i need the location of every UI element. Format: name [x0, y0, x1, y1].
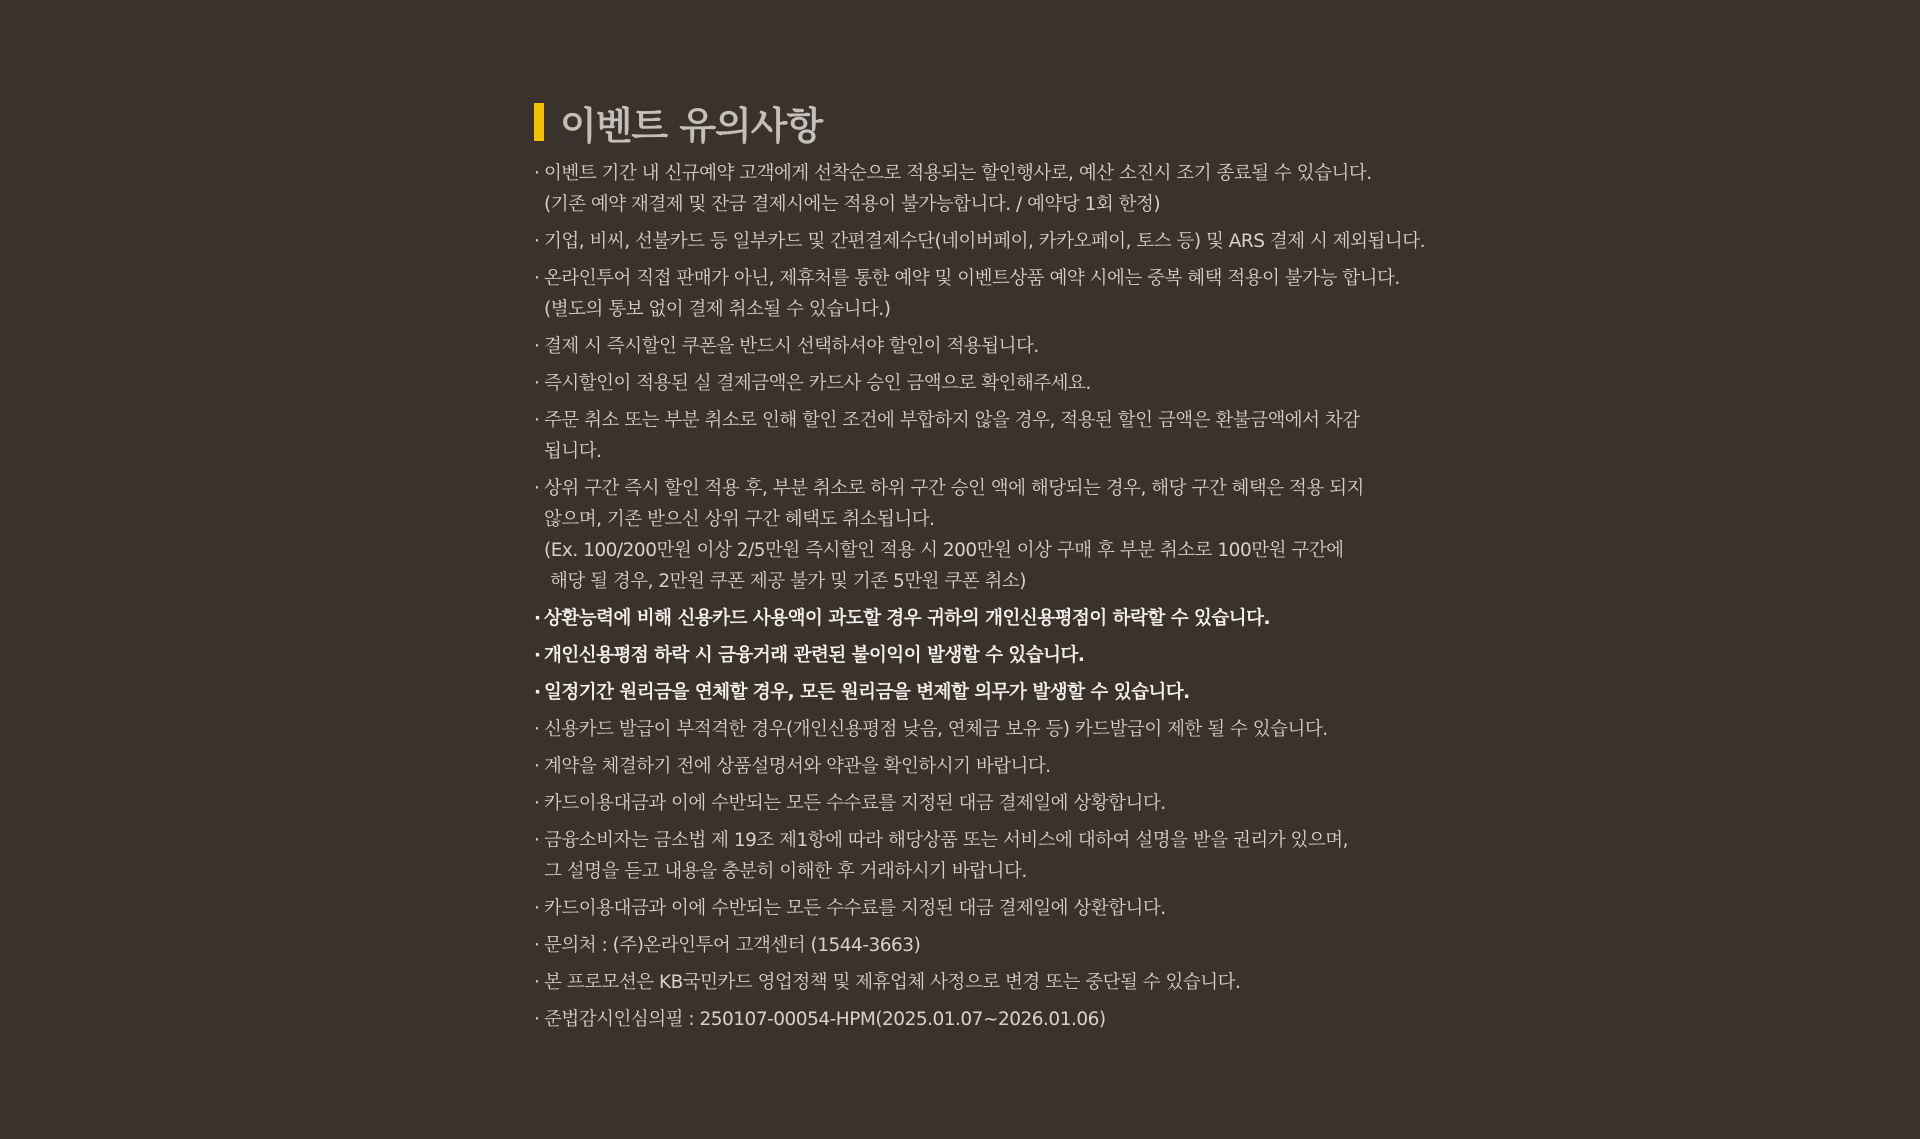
- notice-item: [534, 677, 1434, 708]
- notice-item-line: 주문 취소 또는 부분 취소로 인해 할인 조건에 부합하지 않을 경우, 적용된 할인 금액은 환불금액에서 차감: [544, 410, 1360, 431]
- notice-item-line: (별도의 통보 없이 결제 취소될 수 있습니다.): [544, 299, 891, 320]
- notice-item-line: 해당 될 경우, 2만원 쿠폰 제공 불가 및 기존 5만원 쿠폰 취소): [550, 571, 1026, 592]
- notice-item-line: (기존 예약 재결제 및 잔금 결제시에는 적용이 불가능합니다. / 예약당 1회 한정): [544, 194, 1161, 215]
- bullet-mark: ·: [534, 645, 541, 666]
- bullet-mark: ·: [534, 793, 540, 814]
- notice-item: [534, 893, 1434, 924]
- notice-item-line: 본 프로모션은 KB국민카드 영업정책 및 제휴업체 사정으로 변경 또는 중단될 수 있습니다.: [544, 972, 1241, 993]
- notice-item: [534, 825, 1434, 887]
- title-row: [534, 96, 1434, 148]
- notice-item-line: 결제 시 즉시할인 쿠폰을 반드시 선택하셔야 할인이 적용됩니다.: [544, 336, 1039, 357]
- notice-item: [534, 967, 1434, 998]
- bullet-mark: ·: [534, 478, 540, 499]
- notice-item-line: 즉시할인이 적용된 실 결제금액은 카드사 승인 금액으로 확인해주세요.: [544, 373, 1091, 394]
- notice-item: [534, 473, 1434, 597]
- notice-item-line: 이벤트 기간 내 신규예약 고객에게 선착순으로 적용되는 할인행사로, 예산 소진시 조기 종료될 수 있습니다.: [544, 163, 1372, 184]
- bullet-mark: ·: [534, 373, 540, 394]
- notice-item-line: 계약을 체결하기 전에 상품설명서와 약관을 확인하시기 바랍니다.: [544, 756, 1051, 777]
- notice-item: [534, 788, 1434, 819]
- bullet-mark: ·: [534, 1009, 540, 1030]
- page-title: 이벤트 유의사항: [560, 103, 823, 148]
- bullet-mark: ·: [534, 972, 540, 993]
- bullet-mark: ·: [534, 719, 540, 740]
- notice-item: [534, 1004, 1434, 1035]
- notice-item-line: 온라인투어 직접 판매가 아닌, 제휴처를 통한 예약 및 이벤트상품 예약 시에는 중복 혜택 적용이 불가능 합니다.: [544, 268, 1400, 289]
- notice-item-line: (Ex. 100/200만원 이상 2/5만원 즉시할인 적용 시 200만원 이상 구매 후 부분 취소로 100만원 구간에: [544, 540, 1344, 561]
- notice-item-line: 개인신용평점 하락 시 금융거래 관련된 불이익이 발생할 수 있습니다.: [544, 645, 1085, 666]
- bullet-mark: ·: [534, 608, 541, 629]
- notice-item-line: 기업, 비씨, 선불카드 등 일부카드 및 간편결제수단(네이버페이, 카카오페이, 토스 등) 및 ARS 결제 시 제외됩니다.: [544, 231, 1426, 252]
- notice-item: [534, 603, 1434, 634]
- notice-item: [534, 714, 1434, 745]
- notice-item: [534, 405, 1434, 467]
- notice-item: [534, 158, 1434, 220]
- notice-item: [534, 751, 1434, 782]
- notice-item: [534, 331, 1434, 362]
- bullet-mark: ·: [534, 830, 540, 851]
- title-accent-bar: [534, 103, 544, 141]
- bullet-mark: ·: [534, 231, 540, 252]
- bullet-mark: ·: [534, 410, 540, 431]
- notice-item-line: 신용카드 발급이 부적격한 경우(개인신용평점 낮음, 연체금 보유 등) 카드발급이 제한 될 수 있습니다.: [544, 719, 1328, 740]
- notice-item-line: 상위 구간 즉시 할인 적용 후, 부분 취소로 하위 구간 승인 액에 해당되는 경우, 해당 구간 혜택은 적용 되지: [544, 478, 1364, 499]
- notice-item-line: 일정기간 원리금을 연체할 경우, 모든 원리금을 변제할 의무가 발생할 수 있습니다.: [544, 682, 1190, 703]
- notice-item-line: 됩니다.: [544, 441, 602, 462]
- notice-item-line: 않으며, 기존 받으신 상위 구간 혜택도 취소됩니다.: [544, 509, 935, 530]
- bullet-mark: ·: [534, 336, 540, 357]
- bullet-mark: ·: [534, 898, 540, 919]
- event-notice-section: [534, 96, 1434, 1041]
- notice-item-line: 카드이용대금과 이에 수반되는 모든 수수료를 지정된 대금 결제일에 상환합니다.: [544, 898, 1166, 919]
- notice-item-line: 준법감시인심의필 : 250107-00054-HPM(2025.01.07~2026.01.06): [544, 1009, 1106, 1030]
- notice-item: [534, 226, 1434, 257]
- notice-item-line: 문의처 : (주)온라인투어 고객센터 (1544-3663): [544, 935, 921, 956]
- notice-item: [534, 930, 1434, 961]
- bullet-mark: ·: [534, 935, 540, 956]
- notice-item-line: 금융소비자는 금소법 제 19조 제1항에 따라 해당상품 또는 서비스에 대하여 설명을 받을 권리가 있으며,: [544, 830, 1348, 851]
- notice-item: [534, 368, 1434, 399]
- bullet-mark: ·: [534, 682, 541, 703]
- notice-item-line: 상환능력에 비해 신용카드 사용액이 과도할 경우 귀하의 개인신용평점이 하락할 수 있습니다.: [544, 608, 1271, 629]
- notice-item-line: 그 설명을 듣고 내용을 충분히 이해한 후 거래하시기 바랍니다.: [544, 861, 1027, 882]
- bullet-mark: ·: [534, 756, 540, 777]
- bullet-mark: ·: [534, 163, 540, 184]
- notice-item: [534, 640, 1434, 671]
- bullet-mark: ·: [534, 268, 540, 289]
- notice-list: [534, 158, 1434, 1035]
- notice-item: [534, 263, 1434, 325]
- notice-item-line: 카드이용대금과 이에 수반되는 모든 수수료를 지정된 대금 결제일에 상황합니다.: [544, 793, 1166, 814]
